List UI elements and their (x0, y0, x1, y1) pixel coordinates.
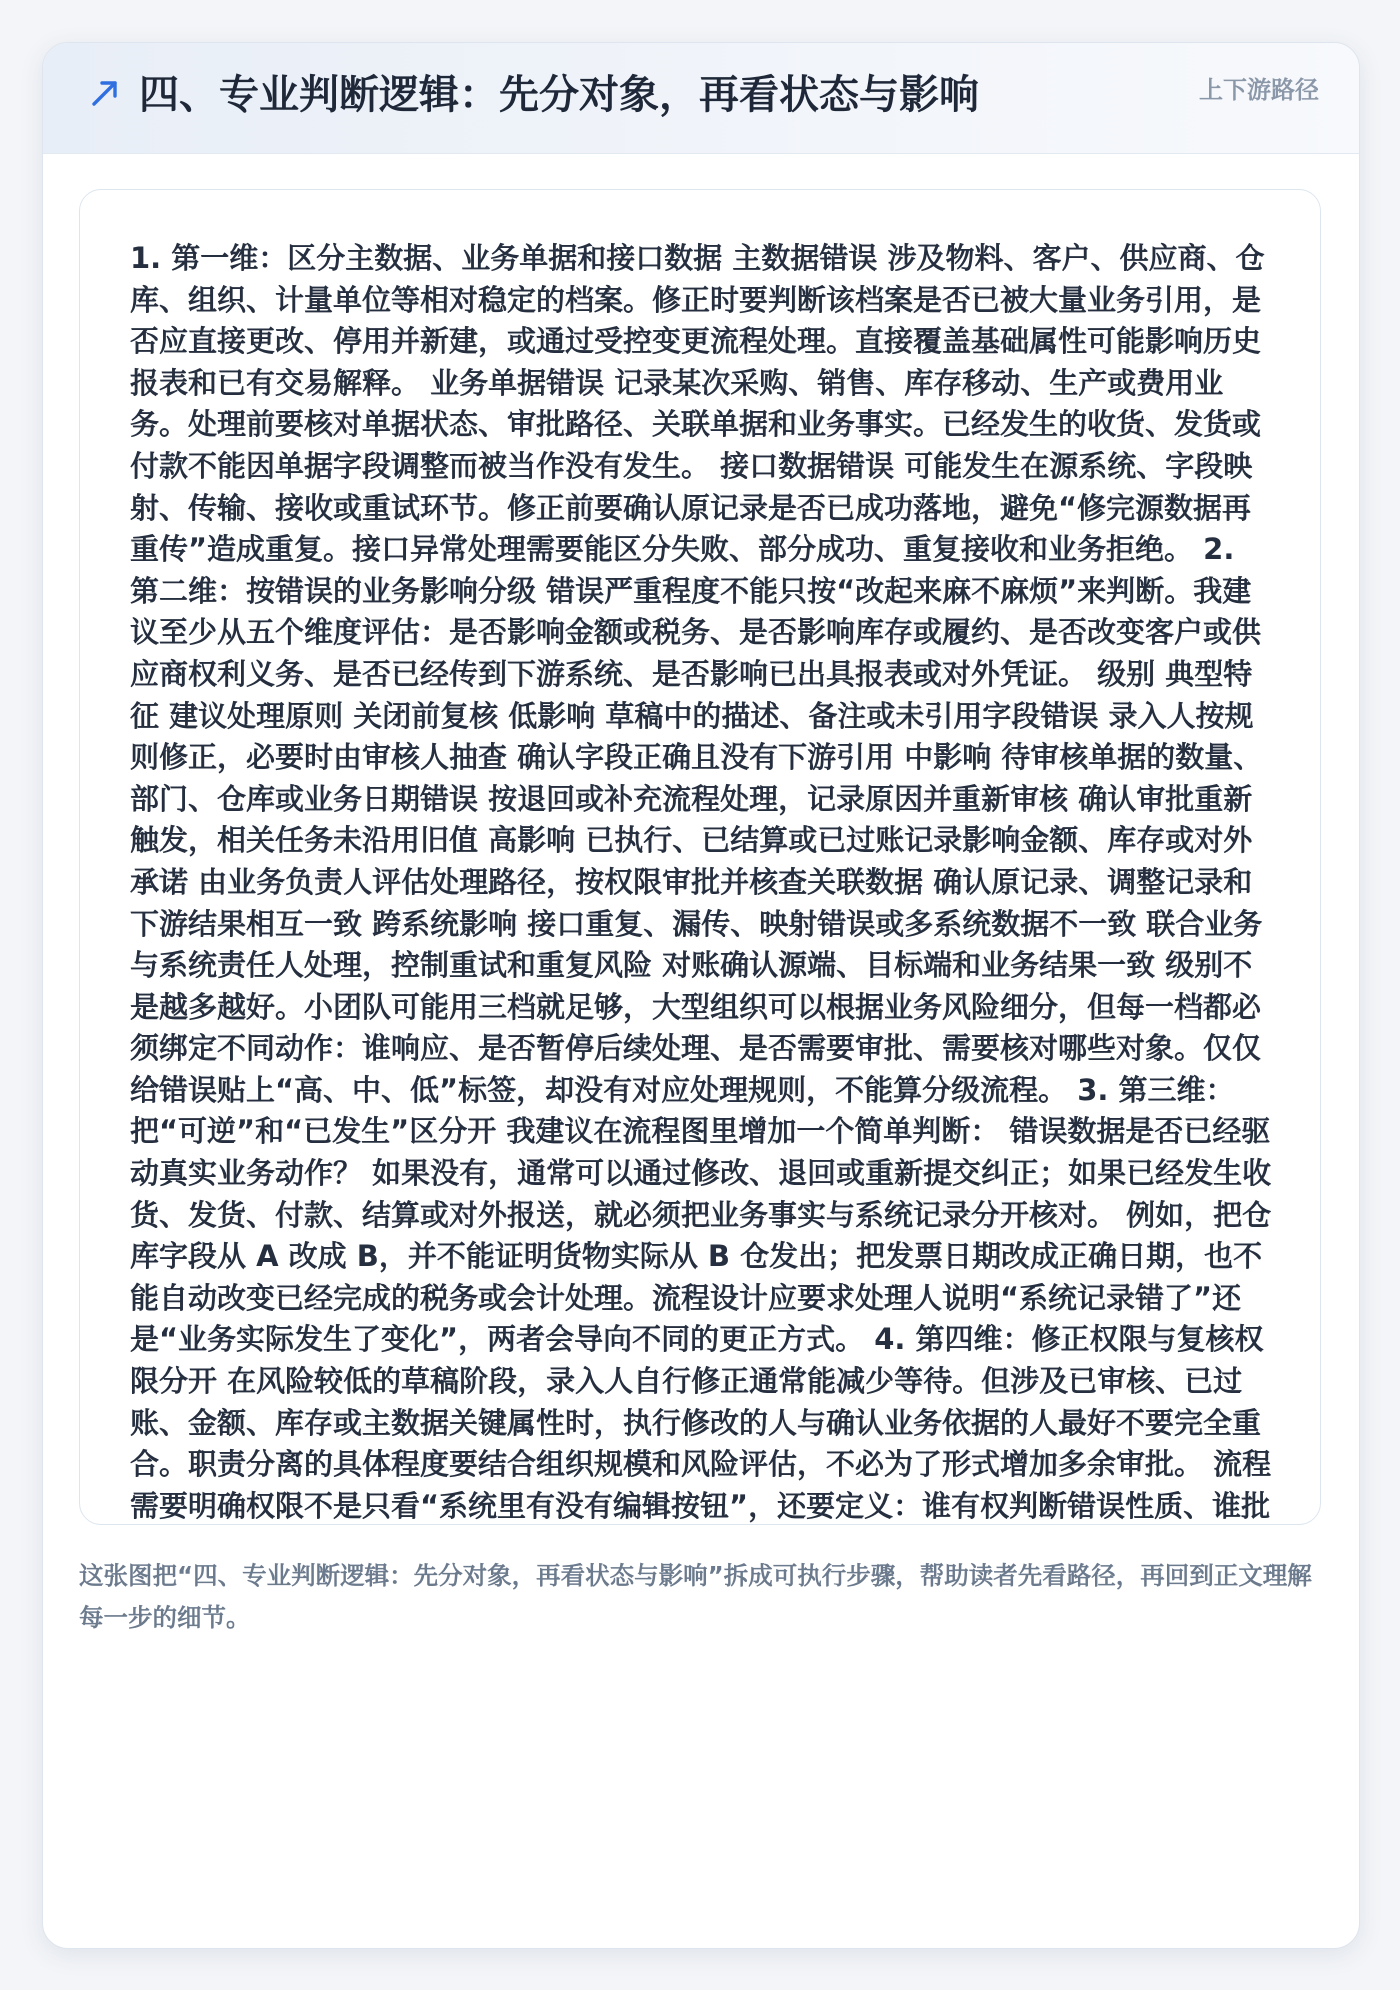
page-title: 四、专业判断逻辑：先分对象，再看状态与影响 (139, 72, 979, 118)
article-card (42, 42, 1360, 1949)
body-paragraph: 1. 第一维：区分主数据、业务单据和接口数据 主数据错误 涉及物料、客户、供应商、仓库、组织、计量单位等相对稳定的档案。修正时要判断该档案是否已被大量业务引用，是否应直接更改、停用并新建，或通过受控变更流程处理。直接覆盖基础属性可能影响历史报表和已有交易解释。 业务单据错误 记录某次采购、销售、库存移动、生产或费用业务。处理前要核对单据状态、审批路径、关联单据和业务事实。已经发生的收货、发货或付款不能因单据字段调整而被当作没有发生。 接口数据错误 可能发生在源系统、字段映射、传输、接收或重试环节。修正前要确认原记录是否已成功落地，避免“修完源数据再重传”造成重复。接口异常处理需要能区分失败、部分成功、重复接收和业务拒绝。 2. 第二维：按错误的业务影响分级 错误严重程度不能只按“改起来麻不麻烦”来判断。我建议至少从五个维度评估：是否影响金额或税务、是否影响库存或履约、是否改变客户或供应商权利义务、是否已经传到下游系统、是否影响已出具报表或对外凭证。 级别 典型特征 建议处理原则 关闭前复核 低影响 草稿中的描述、备注或未引用字段错误 录入人按规则修正，必要时由审核人抽查 确认字段正确且没有下游引用 中影响 待审核单据的数量、部门、仓库或业务日期错误 按退回或补充流程处理，记录原因并重新审核 确认审批重新触发，相关任务未沿用旧值 高影响 已执行、已结算或已过账记录影响金额、库存或对外承诺 由业务负责人评估处理路径，按权限审批并核查关联数据 确认原记录、调整记录和下游结果相互一致 跨系统影响 接口重复、漏传、映射错误或多系统数据不一致 联合业务与系统责任人处理，控制重试和重复风险 对账确认源端、目标端和业务结果一致 级别不是越多越好。小团队可能用三档就足够，大型组织可以根据业务风险细分，但每一档都必须绑定不同动作：谁响应、是否暂停后续处理、是否需要审批、需要核对哪些对象。仅仅给错误贴上“高、中、低”标签，却没有对应处理规则，不能算分级流程。 3. 第三维：把“可逆”和“已发生”区分开 我建议在流程图里增加一个简单判断： 错误数据是否已经驱动真实业务动作？ 如果没有，通常可以通过修改、退回或重新提交纠正；如果已经发生收货、发货、付款、结算或对外报送，就必须把业务事实与系统记录分开核对。 例如，把仓库字段从 A 改成 B，并不能证明货物实际从 B 仓发出；把发票日期改成正确日期，也不能自动改变已经完成的税务或会计处理。流程设计应要求处理人说明“系统记录错了”还是“业务实际发生了变化”，两者会导向不同的更正方式。 4. 第四维：修正权限与复核权限分开 在风险较低的草稿阶段，录入人自行修正通常能减少等待。但涉及已审核、已过账、金额、库存或主数据关键属性时，执行修改的人与确认业务依据的人最好不要完全重合。职责分离的具体程度要结合组织规模和风险评估，不必为了形式增加多余审批。 流程需要明确权限不是只看“系统里有没有编辑按钮”，还要定义：谁有权判断错误性质、谁批 (130, 241, 1272, 1523)
content-box (79, 189, 1321, 1525)
section-tag: 上下游路径 (1199, 76, 1319, 104)
card-header (43, 43, 1359, 154)
trend-arrow-icon (85, 73, 125, 113)
figure-caption: 这张图把“四、专业判断逻辑：先分对象，再看状态与影响”拆成可执行步骤，帮助读者先看路径，再回到正文理解每一步的细节。 (79, 1561, 1312, 1632)
